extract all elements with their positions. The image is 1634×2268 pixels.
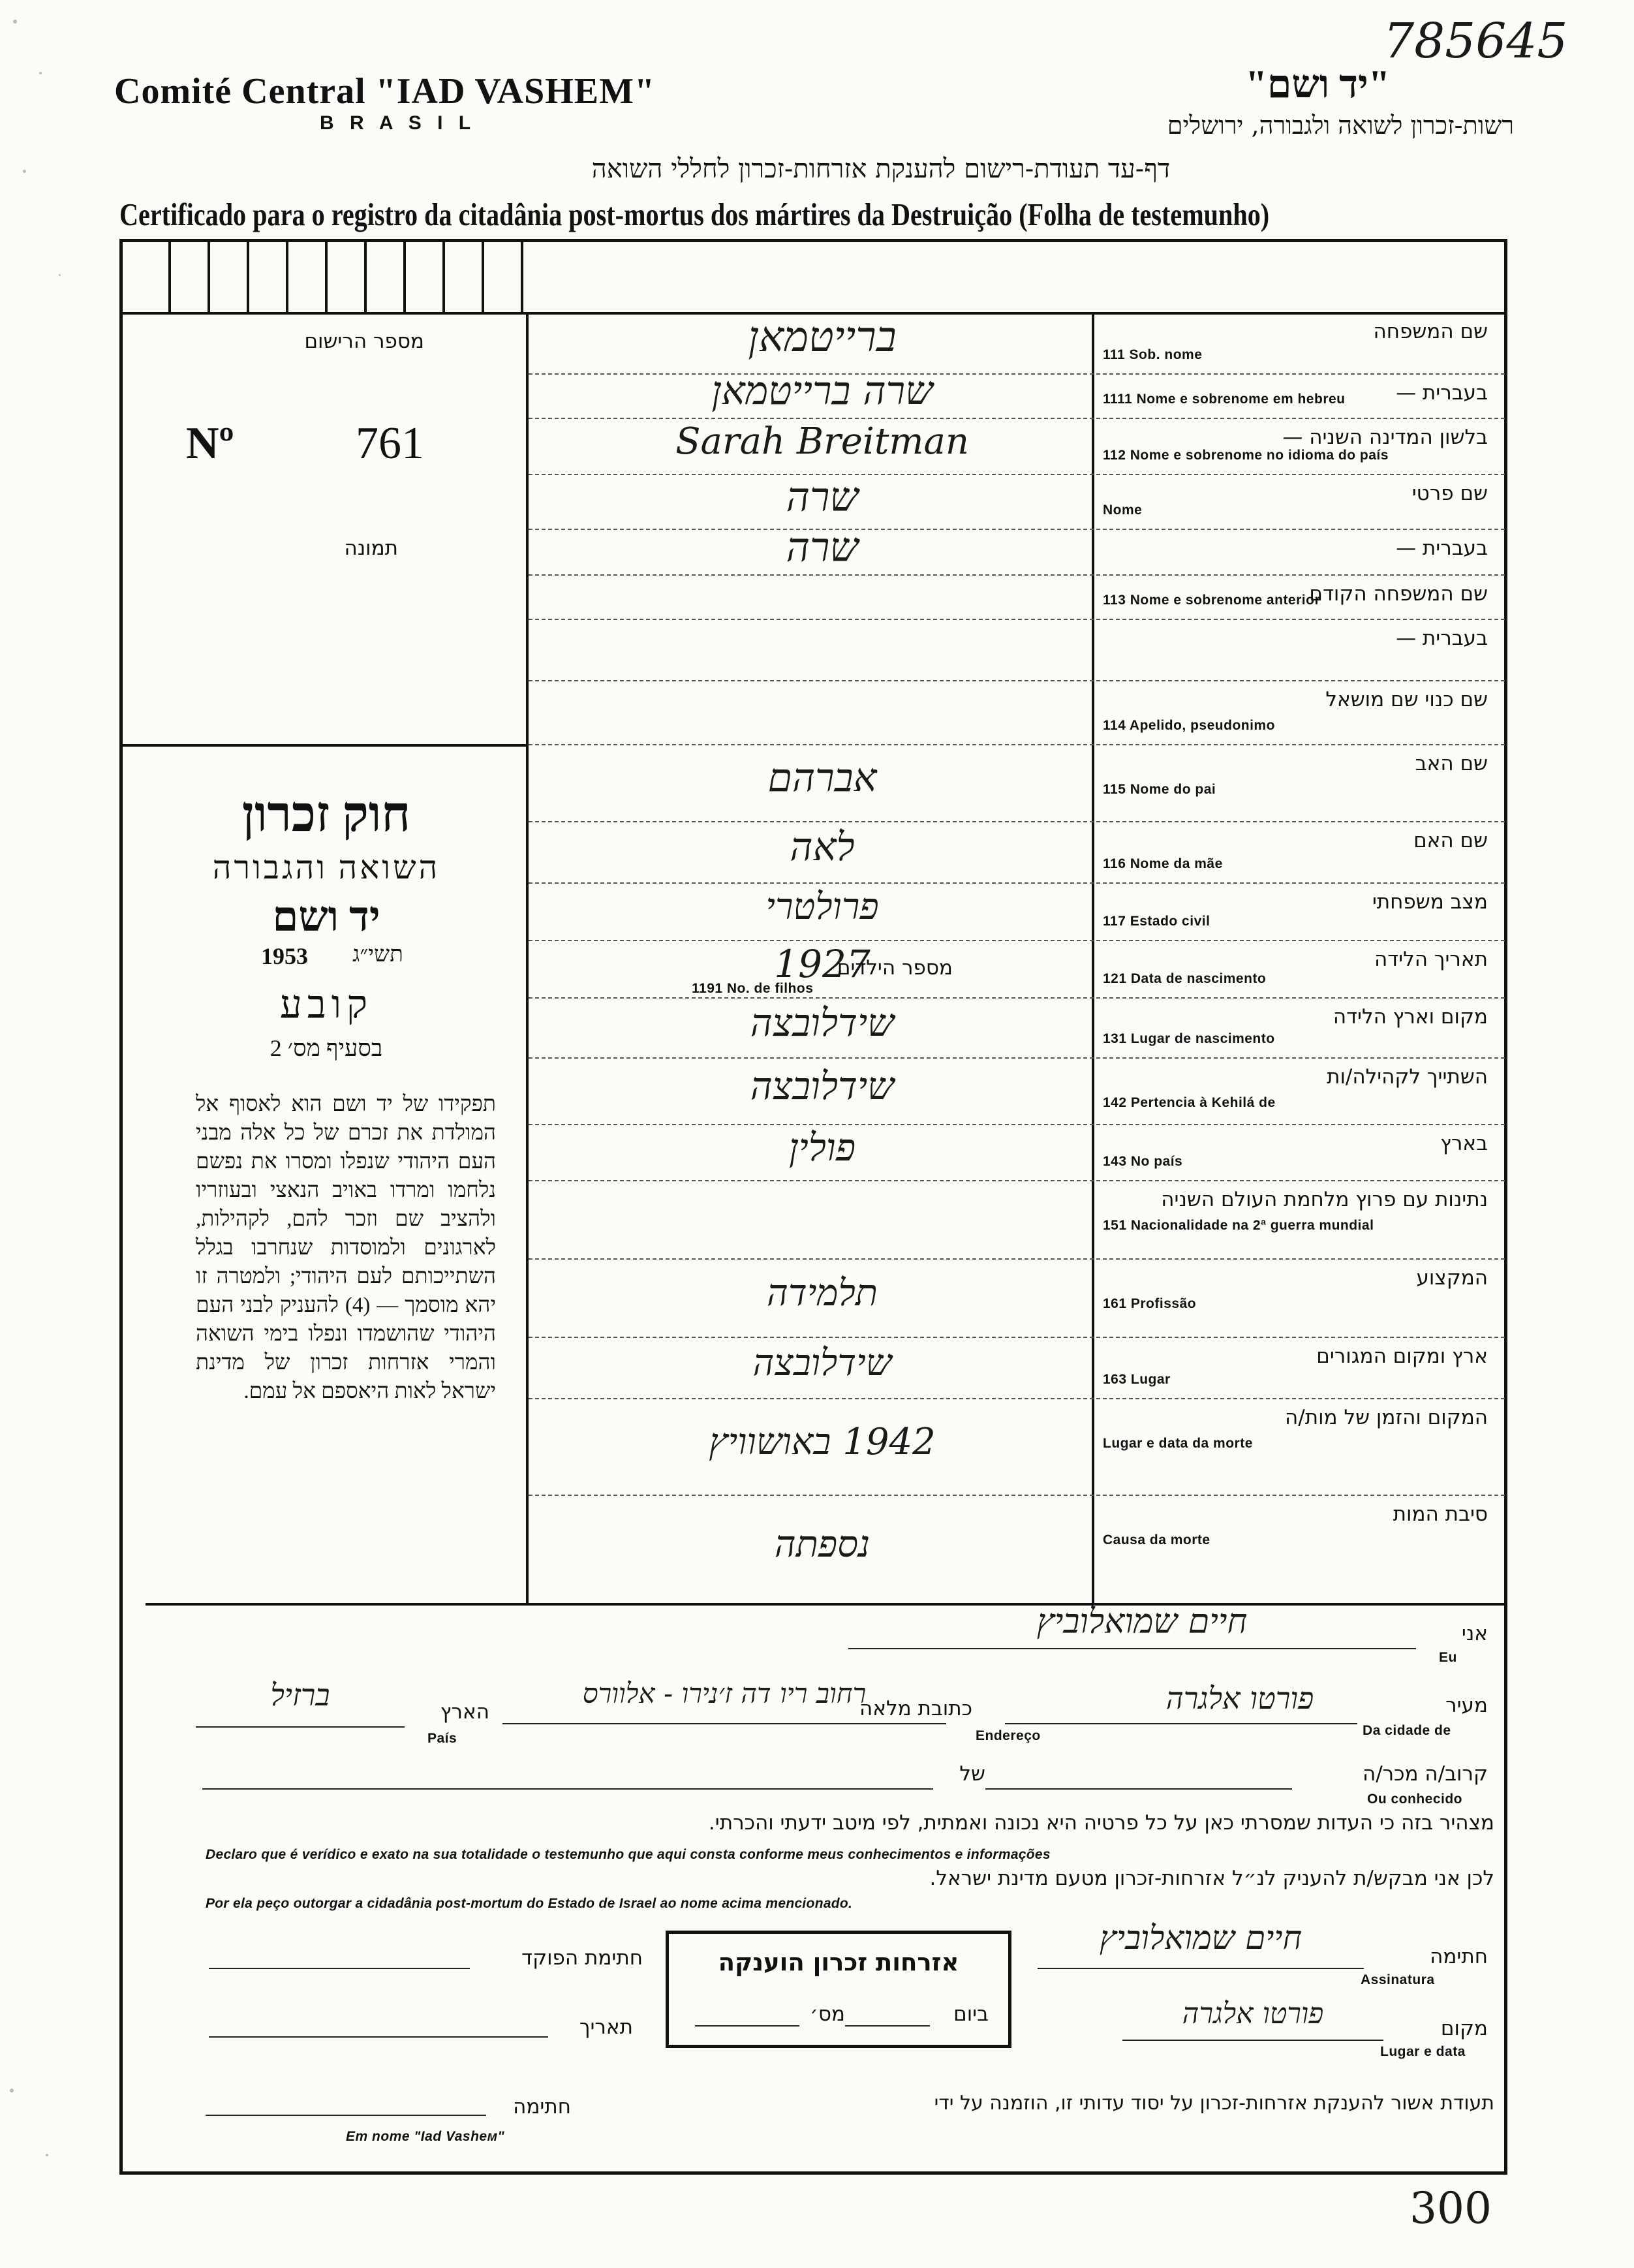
signature-he: חתימה — [1430, 1945, 1488, 1968]
witness-country-value[interactable]: ברזיל — [270, 1677, 330, 1713]
witness-address-pt: Endereço — [976, 1728, 1041, 1743]
box-divider — [208, 239, 210, 312]
witness-country-line — [196, 1726, 405, 1728]
field-row-separator — [529, 1180, 1505, 1181]
field-row-separator — [529, 997, 1505, 999]
witness-of-line — [202, 1788, 933, 1790]
field-value[interactable]: שרה ברייטמאן — [711, 368, 933, 414]
field-row-separator — [529, 940, 1505, 941]
field-label-he: המקום והזמן של מות/ה — [1285, 1406, 1488, 1429]
field-label-pt: 161 Profissão — [1103, 1296, 1197, 1311]
field-value[interactable]: נספתה — [774, 1523, 871, 1566]
org-country: B R A S I L — [320, 112, 476, 134]
witness-relative-pt: Ou conhecido — [1367, 1792, 1463, 1807]
place-line — [1122, 2040, 1383, 2041]
field-value[interactable]: שידלובצה — [750, 1064, 895, 1109]
field-label-he: בעברית — — [1396, 381, 1488, 405]
box-divider — [168, 239, 171, 312]
box-divider — [325, 239, 328, 312]
scan-speck — [39, 72, 42, 74]
field-value[interactable]: Sarah Breitman — [675, 420, 969, 463]
stamp-no-line — [695, 2025, 799, 2027]
declare-he: מצהיר בזה כי העדות שמסרתי כאן על כל פרטיה היא נכונה ואמתית, לפי מיטב ידעתי והכרתי. — [708, 1811, 1494, 1835]
law-section: בסעיף מס׳ 2 — [270, 1035, 383, 1061]
stamp-no-he: מס׳ — [809, 2002, 845, 2026]
left-column-divider — [526, 312, 529, 1604]
place-pt: Lugar e data — [1380, 2044, 1466, 2059]
scan-speck — [10, 2089, 14, 2092]
box-divider — [521, 239, 523, 312]
org-title-pt: Comité Central "IAD VASHEM" — [114, 71, 656, 112]
field-row-separator — [529, 574, 1505, 576]
field-label-he: נתינות עם פרוץ מלחמת העולם השניה — [1161, 1188, 1488, 1211]
witness-city-pt: Da cidade de — [1363, 1723, 1451, 1738]
field-value[interactable]: תלמידה — [767, 1271, 878, 1314]
law-body: תפקידו של יד ושם הוא לאסוף אל המולדת את זכרם של כל אלה מבני העם היהודי שנפלו ומסרו את נפשם נלחמו ומרדו באויב הנאצי ובעוזריו ולהציב שם וזכר להם, לקהילות, לארגונים ולמוסדות שנחרבו בגלל השתייכותם לעם היהודי; ולמטרה זו יהא מוסמך — (4) להעניק לבני העם היהודי שהושמדו ונפלו בימי השואה והמרי אזרחות זכרון של מדינת ישראל לאות היאספם אל עמם. — [196, 1093, 496, 1403]
field-label-he: מקום וארץ הלידה — [1333, 1005, 1488, 1029]
field-label-he: השתייך לקהילה/ות — [1327, 1065, 1488, 1089]
witness-address-he: כתובת מלאה — [859, 1697, 972, 1720]
field-label-pt: 131 Lugar de nascimento — [1103, 1031, 1275, 1046]
officer-sig-he: חתימת הפוקד — [521, 1946, 643, 1970]
witness-country-pt: País — [427, 1731, 457, 1746]
field-label-pt: 116 Nome da mãe — [1103, 856, 1223, 871]
witness-i-he: אני — [1461, 1622, 1488, 1645]
field-label-pt: Nome — [1103, 503, 1143, 518]
witness-of-he: של — [959, 1762, 985, 1786]
field-label-he: בעברית — — [1396, 627, 1488, 650]
field-value[interactable]: 1942 באושוויץ — [709, 1420, 936, 1463]
place-he: מקום — [1440, 2017, 1488, 2040]
officer-sig-line — [209, 1968, 470, 1969]
witness-city-line — [1005, 1723, 1357, 1724]
authority-he: רשות-זכרון לשואה ולגבורה, ירושלים — [1167, 111, 1514, 140]
scan-speck — [23, 170, 26, 173]
field-label-pt: 151 Nacionalidade na 2ª guerra mundial — [1103, 1218, 1374, 1233]
field-value[interactable]: שרה — [786, 523, 859, 571]
field-value[interactable]: לאה — [790, 824, 855, 870]
law-year: 1953 — [261, 943, 308, 969]
field-label-pt: 142 Pertencia à Kehilá de — [1103, 1095, 1276, 1110]
field-label-pt: 121 Data de nascimento — [1103, 971, 1267, 986]
official-sig-he: חתימה — [513, 2095, 571, 2119]
witness-address-line — [502, 1723, 946, 1724]
witness-relative-he: קרוב/ה מכר/ה — [1362, 1762, 1488, 1786]
field-label-pt: 113 Nome e sobrenome anterior — [1103, 593, 1321, 608]
field-label-pt: Causa da morte — [1103, 1532, 1210, 1547]
page-number: 300 — [1410, 2183, 1492, 2233]
scan-speck — [46, 2154, 48, 2156]
field-value[interactable]: 1927 — [774, 942, 871, 987]
official-sig-line — [206, 2115, 486, 2116]
witness-city-value[interactable]: פורטו אלגרה — [1165, 1681, 1314, 1716]
field-value[interactable]: פולין — [788, 1125, 856, 1170]
field-row-separator — [529, 882, 1505, 884]
witness-relative-line — [985, 1788, 1292, 1790]
in-name-pt: Em nome "Iad Vasheм" — [346, 2129, 505, 2144]
right-column-divider — [1092, 312, 1094, 1604]
field-label-he: שם המשפחה הקודם — [1309, 582, 1488, 606]
witness-country-he: הארץ — [440, 1700, 489, 1724]
date-line — [209, 2036, 548, 2038]
field-value[interactable]: שרה — [786, 473, 859, 521]
witness-i-value[interactable]: חיים שמואלוביץ — [1036, 1602, 1248, 1641]
field-label-he: בארץ — [1440, 1132, 1488, 1155]
org-title-he: "יד ושם" — [1245, 63, 1390, 106]
box-divider — [482, 239, 484, 312]
signature-line — [1038, 1968, 1364, 1969]
field-label-pt: 143 No país — [1103, 1154, 1183, 1169]
law-determines: קובע — [279, 983, 373, 1026]
field-label-pt: 114 Apelido, pseudonimo — [1103, 718, 1275, 733]
children-label-pt: 1191 No. de filhos — [692, 981, 814, 996]
law-title: חוק זכרון — [241, 787, 411, 842]
stamp-day-line — [845, 2025, 930, 2027]
field-value[interactable]: שידלובצה — [750, 1001, 895, 1046]
date-he: תאריך — [579, 2015, 633, 2039]
field-label-he: בעברית — — [1396, 536, 1488, 560]
declare-pt: Declaro que é verídico e exato na sua totalidade o testemunho que aqui consta conforme meus conhecimentos e informações — [206, 1847, 1051, 1862]
field-label-he: ארץ ומקום המגורים — [1316, 1344, 1488, 1368]
field-label-he: בלשון המדינה השניה — — [1282, 426, 1488, 449]
field-label-pt: 112 Nome e sobrenome no idioma do país — [1103, 448, 1389, 463]
witness-address-value[interactable]: רחוב ריו דה ז׳נירו - אלוורס — [582, 1677, 867, 1709]
witness-city-he: מעיר — [1445, 1694, 1488, 1717]
box-divider — [442, 239, 445, 312]
registration-no-prefix: Nº — [186, 418, 234, 469]
field-row-separator — [529, 1258, 1505, 1260]
scan-speck — [59, 274, 61, 276]
field-value[interactable]: שידלובצה — [752, 1341, 892, 1384]
witness-i-line — [848, 1648, 1416, 1649]
field-row-separator — [529, 680, 1505, 681]
field-label-pt: 115 Nome do pai — [1103, 782, 1216, 797]
photo-label: תמונה — [344, 536, 398, 560]
field-label-he: שם האב — [1415, 752, 1488, 775]
box-divider — [247, 239, 249, 312]
scan-speck — [13, 20, 17, 23]
witness-i-pt: Eu — [1439, 1650, 1457, 1665]
field-row-separator — [529, 1057, 1505, 1059]
field-row-separator — [529, 1337, 1505, 1338]
field-row-separator — [529, 744, 1505, 745]
request-pt: Por ela peço outorgar a cidadânia post-mortum do Estado de Israel ao nome acima mencionado. — [206, 1896, 853, 1911]
registration-label: מספר הרישום — [304, 330, 424, 353]
field-row-separator — [529, 418, 1505, 419]
law-name: יד ושם — [272, 893, 380, 940]
children-label-he: מספר הילדים — [837, 956, 953, 980]
field-label-pt: 163 Lugar — [1103, 1372, 1171, 1387]
memorial-citizenship-stamp — [666, 1931, 1011, 2048]
signature-pt: Assinatura — [1361, 1972, 1435, 1987]
field-row-separator — [529, 821, 1505, 822]
stamp-day-he: ביום — [953, 2002, 989, 2026]
field-label-pt: Lugar e data da morte — [1103, 1436, 1253, 1451]
signature-value[interactable]: חיים שמואלוביץ — [1099, 1919, 1303, 1957]
place-value[interactable]: פורטו אלגרה — [1182, 1997, 1324, 2030]
certificate-note-he: תעודת אשור להענקת אזרחות-זכרון על יסוד עדותי זו, הוזמנה על ידי — [934, 2092, 1494, 2115]
box-divider — [364, 239, 367, 312]
law-subtitle: השואה והגבורה — [212, 849, 440, 886]
stamp-title: אזרחות זכרון הוענקה — [718, 1948, 959, 1976]
field-label-he: סיבת המות — [1393, 1502, 1488, 1526]
field-value[interactable]: ברייטמאן — [748, 313, 897, 362]
certificate-title-pt: Certificado para o registro da citadânia post-mortus dos mártires da Destruição (Folha de testemunho) — [119, 196, 1270, 232]
field-label-he: שם המשפחה — [1373, 320, 1488, 343]
field-label-pt: 117 Estado civil — [1103, 914, 1210, 929]
box-divider — [286, 239, 288, 312]
field-label-pt: 111 Sob. nome — [1103, 347, 1203, 362]
field-label-he: המקצוע — [1416, 1266, 1488, 1290]
field-row-separator — [529, 619, 1505, 620]
request-he: לכן אני מבקש/ת להעניק לנ״ל אזרחות-זכרון מטעם מדינת ישראל. — [929, 1867, 1494, 1890]
field-label-he: שם כנוי שם מושאל — [1325, 688, 1488, 711]
field-label-he: תאריך הלידה — [1374, 948, 1488, 971]
field-value[interactable]: פרולטרי — [765, 885, 879, 928]
left-panel-divider — [119, 744, 527, 747]
field-label-pt: 1111 Nome e sobrenome em hebreu — [1103, 392, 1346, 407]
box-divider — [403, 239, 406, 312]
registration-number: 761 — [356, 418, 424, 469]
field-label-he: שם האם — [1413, 829, 1488, 852]
top-right-number: 785645 — [1383, 13, 1568, 69]
field-value[interactable]: אברהם — [767, 755, 877, 801]
law-year-he: תשי״ג — [352, 942, 403, 967]
field-row-separator — [529, 1398, 1505, 1399]
page-title-he: דף-עד תעודת-רישום להענקת אזרחות-זכרון לחללי השואה — [591, 154, 1171, 184]
field-label-he: מצב משפחתי — [1372, 890, 1488, 914]
field-label-he: שם פרטי — [1411, 482, 1488, 505]
field-row-separator — [529, 1495, 1505, 1496]
